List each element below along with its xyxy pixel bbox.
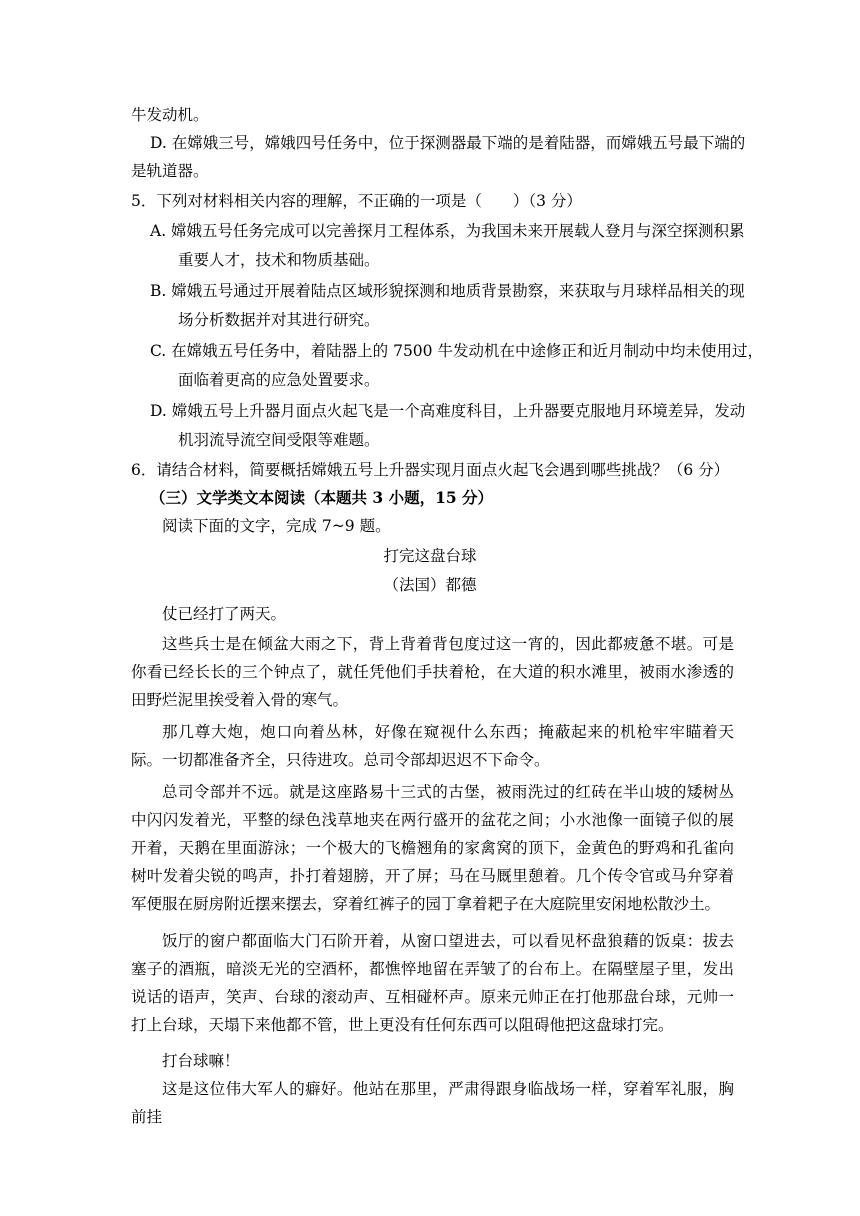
q5-option-a-line2: 重要人才，技术和物质基础。 [178, 251, 380, 269]
q5-option-c-line2: 面临着更高的应急处置要求。 [178, 371, 380, 389]
q5-option-b-line2: 场分析数据并对其进行研究。 [178, 311, 380, 329]
story-paragraph-2: 这些兵士是在倾盆大雨之下，背上背着背包度过这一宵的，因此都疲惫不堪。可是你看已经长长的三个钟点了，就任凭他们手扶着枪，在大道的积水滩里，被雨水渗透的田野烂泥里挨受着入骨的寒气。 [131, 635, 734, 709]
q4-option-c-tail: 牛发动机。 [131, 106, 209, 124]
story-title: 打完这盘台球 [383, 547, 477, 565]
section-instruction: 阅读下面的文字，完成 7~9 题。 [162, 517, 391, 535]
q5-option-d-line2: 机羽流导流空间受限等难题。 [178, 431, 380, 449]
story-author: （法国）都德 [383, 576, 477, 594]
story-paragraph-3: 那几尊大炮，炮口向着丛林，好像在窥视什么东西；掩蔽起来的机枪牢牢瞄着天际。一切都准备齐全，只待进攻。总司令部却迟迟不下命令。 [131, 723, 734, 769]
story-paragraph-5: 饭厅的窗户都面临大门石阶开着，从窗口望进去，可以看见杯盘狼藉的饭桌：拔去塞子的酒瓶，暗淡无光的空酒杯，都憔悴地留在弄皱了的台布上。在隔壁屋子里，发出说话的语声，笑声、台球的滚动声、互相碰杯声。原来元帅正在打他那盘台球，元帅一打上台球，天塌下来他都不管，世上更没有任何东西可以阻碍他把这盘球打完。 [131, 932, 734, 1034]
q4-option-d-line2: 是轨道器。 [131, 162, 209, 180]
story-paragraph-6: 打台球嘛！ [162, 1052, 240, 1070]
story-paragraph-1: 仗已经打了两天。 [162, 605, 287, 623]
q5-option-b-line1: B. 嫦娥五号通过开展着陆点区域形貌探测和地质背景勘察，来获取与月球样品相关的现 [150, 282, 745, 300]
q5-stem: 5．下列对材料相关内容的理解，不正确的一项是（ ）（3 分） [131, 192, 582, 210]
q5-option-c-line1: C. 在嫦娥五号任务中，着陆器上的 7500 牛发动机在中途修正和近月制动中均未使用过， [150, 342, 763, 360]
story-paragraph-4: 总司令部并不远。就是这座路易十三式的古堡，被雨洗过的红砖在半山坡的矮树丛中闪闪发着光，平整的绿色浅草地夹在两行盛开的盆花之间；小水池像一面镜子似的展开着，天鹅在里面游泳；一个极大的飞檐翘角的家禽窝的顶下，金黄色的野鸡和孔雀向树叶发着尖锐的鸣声，扑打着翅膀，开了屏；马在马厩里憩着。几个传令官或马弁穿着军便服在厨房附近摆来摆去，穿着红裤子的园丁拿着耙子在大庭院里安闲地松散沙土。 [131, 783, 734, 913]
story-paragraph-7: 这是这位伟大军人的癖好。他站在那里，严肃得跟身临战场一样，穿着军礼服，胸前挂 [131, 1080, 734, 1126]
q6-stem: 6．请结合材料，简要概括嫦娥五号上升器实现月面点火起飞会遇到哪些挑战？（6 分） [131, 461, 730, 479]
q5-option-d-line1: D. 嫦娥五号上升器月面点火起飞是一个高难度科目，上升器要克服地月环境差异，发动 [150, 402, 746, 420]
q5-option-a-line1: A. 嫦娥五号任务完成可以完善探月工程体系，为我国未来开展载人登月与深空探测积累 [150, 222, 745, 240]
section-heading: （三）文学类文本阅读（本题共 3 小题，15 分） [150, 488, 494, 507]
q4-option-d-line1: D. 在嫦娥三号，嫦娥四号任务中，位于探测器最下端的是着陆器，而嫦娥五号最下端的 [150, 134, 746, 152]
